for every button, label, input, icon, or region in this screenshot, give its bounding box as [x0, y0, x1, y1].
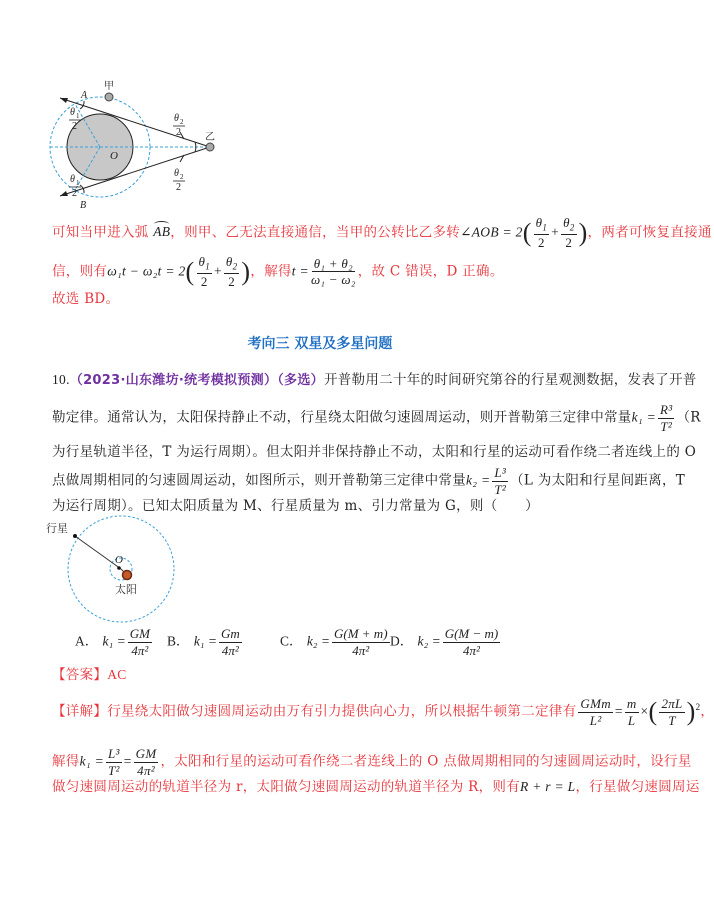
solution-line-2 [52, 255, 504, 289]
fraction-numerator: GM [135, 746, 157, 761]
k1-symbol: k₁ = [79, 753, 104, 769]
option-denominator: 4π² [131, 642, 149, 658]
t-numerator: θ₁ + θ₂ [313, 255, 353, 271]
fraction-numerator: 2πL [661, 696, 683, 711]
paren-close: ) [686, 697, 696, 727]
option-lhs: k₁ = [193, 633, 217, 649]
equals-sign: = [614, 703, 623, 719]
center-O-label: O [115, 554, 123, 566]
theta2-label-lower [173, 168, 185, 193]
option-denominator: 4π² [463, 642, 480, 658]
label-yi: 乙 [205, 132, 215, 143]
svg-text:1: 1 [76, 112, 80, 120]
question-text: 勒定律。通常认为，太阳保持静止不动，行星绕太阳做匀速圆周运动，则开普勒第三定律中常量 [52, 409, 632, 426]
option-fraction [443, 627, 501, 657]
fraction-denominator: L [627, 712, 636, 728]
option-numerator: GM [129, 626, 150, 641]
k1-numerator: R³ [659, 402, 673, 417]
k1-denominator: T² [660, 418, 673, 434]
theta2-half: $\frac{\theta_2}{2}$ [225, 254, 238, 290]
option-numerator: Gm [220, 626, 240, 641]
times-sign: × [640, 703, 649, 719]
question-source: （2023·山东潍坊·统考模拟预测）（多选） [69, 373, 324, 388]
label-A: A [81, 90, 88, 101]
solution-text: 信，则有 [52, 263, 108, 280]
option-letter: D． [390, 633, 414, 649]
svg-text:θ: θ [70, 174, 75, 185]
option-denominator: 4π² [221, 642, 239, 658]
arc-AB: AB [153, 224, 171, 240]
question-text: （R [676, 409, 701, 426]
planet-label: 行星 [46, 522, 68, 535]
solution-text: ，两者可恢复直接通 [587, 224, 712, 241]
k2-symbol: k₂ = [466, 472, 491, 488]
fraction-denominator: T² [107, 762, 120, 778]
explanation-text: ， [700, 703, 714, 720]
theta1-label-lower [69, 174, 81, 199]
answer-value: AC [107, 667, 127, 682]
paren-close: ) [241, 256, 251, 286]
explanation-text: 解得 [52, 753, 80, 770]
theta2-label-upper [173, 113, 185, 138]
t-fraction [311, 257, 356, 287]
svg-text:2: 2 [176, 182, 181, 193]
k1-symbol: k₁ = [631, 409, 656, 425]
plus-sign: + [551, 224, 560, 240]
theta2-half: $\frac{\theta_2}{2}$ [563, 215, 575, 251]
binary-orbit-diagram [45, 512, 185, 624]
explanation-text: 行星绕太阳做匀速圆周运动由万有引力提供向心力，所以根据牛顿第二定律有 [107, 703, 577, 720]
plus-sign: + [214, 263, 222, 279]
option-fraction [128, 627, 152, 657]
option-A[interactable] [75, 627, 154, 657]
explanation-line-3 [52, 775, 700, 795]
svg-text:2: 2 [180, 118, 184, 126]
fraction-denominator: 4π² [137, 762, 155, 778]
angle-AOB: ∠AOB = 2 [460, 224, 523, 240]
exponent: 2 [695, 702, 701, 713]
svg-text:2: 2 [180, 173, 184, 181]
fraction-numerator: GMm [580, 696, 611, 711]
theta1-half: $\frac{\theta_1}{2}$ [198, 254, 210, 290]
option-letter: A． [75, 633, 99, 649]
question-text: 开普勒用二十年的时间研究第谷的行星观测数据，发表了开普 [323, 372, 697, 388]
sun-label: 太阳 [115, 583, 137, 596]
option-B[interactable] [167, 627, 244, 657]
option-fraction [219, 627, 242, 657]
explanation-line-2: 解得k₁ = $\frac{\text{L³}}{\text{T²}}$ = $\frac{GM}{\text{4π²}}$ ，太阳和行星的运动可看作绕二者连线上的 O 点做周期相同的匀速圆周运动时，设行星 [52, 746, 692, 778]
gravity-fraction [578, 697, 613, 727]
t-denominator: ω₁ − ω₂ [310, 272, 356, 288]
option-letter: C． [280, 633, 303, 649]
solution-text: 可知当甲进入弧 [52, 224, 149, 241]
question-number: 10. [52, 372, 70, 387]
omega-equation: ω₁t − ω₂t = 2 [107, 263, 186, 279]
satellite-jia [105, 93, 113, 101]
theta1-half: $\frac{\theta_1}{2}$ [535, 215, 548, 251]
question-text: （L 为太阳和行星间距离，T [510, 472, 686, 489]
answer-label: 【答案】 [52, 667, 108, 683]
center-O-dot [117, 566, 121, 570]
option-letter: B． [167, 633, 190, 649]
answer-line [52, 663, 127, 683]
solution-text: ，则甲、乙无法直接通信，当甲的公转比乙多转 [170, 224, 461, 241]
solution-line-3: 故选 BD。 [52, 291, 120, 307]
explanation-line-1 [52, 697, 714, 727]
question-text: 点做周期相同的匀速圆周运动，如图所示，则开普勒第三定律中常量 [52, 472, 466, 489]
paren-open: ( [522, 217, 532, 247]
section-title: 考向三 双星及多星问题 [247, 336, 393, 352]
k2-denominator: T² [494, 481, 507, 497]
satellite-yi [206, 143, 214, 151]
svg-text:θ: θ [174, 168, 179, 179]
explanation-text: 做匀速圆周运动的轨道半径为 r，太阳做匀速圆周运动的轨道半径为 R，则有 [52, 779, 520, 795]
radius-sum-equation: R + r = L [520, 779, 576, 794]
k2-fraction [492, 466, 508, 496]
option-fraction [332, 627, 390, 657]
explanation-label: 【详解】 [52, 703, 108, 720]
label-O: O [110, 150, 118, 162]
question-line-2 [52, 403, 701, 433]
svg-text:2: 2 [176, 127, 181, 138]
t-equals: t = [291, 263, 309, 279]
arrow-head-upper [60, 98, 68, 103]
option-numerator: G(M + m) [333, 626, 388, 641]
k2-numerator: L³ [494, 465, 507, 480]
svg-text:2: 2 [72, 121, 77, 132]
solution-text: ，解得 [250, 263, 292, 280]
option-C[interactable] [280, 627, 392, 657]
fraction-numerator: L³ [107, 746, 120, 761]
question-line-4 [52, 466, 685, 496]
k1-fraction [658, 403, 674, 433]
label-B: B [80, 200, 87, 211]
planet-dot [73, 534, 77, 538]
gm-fraction [134, 747, 159, 777]
svg-text:1: 1 [76, 179, 80, 187]
option-lhs: k₂ = [417, 633, 441, 649]
question-line-3: 为行星轨道半径，T 为运行周期）。但太阳并非保持静止不动，太阳和行星的运动可看作绕二者连线上的 O [52, 444, 697, 460]
option-numerator: G(M − m) [444, 626, 499, 641]
option-denominator: 4π² [352, 642, 370, 658]
solution-text: ，故 C 错误，D 正确。 [357, 263, 504, 280]
explanation-text: ，太阳和行星的运动可看作绕二者连线上的 O 点做周期相同的匀速圆周运动时，设行星 [160, 753, 692, 770]
paren-close: ) [578, 217, 588, 247]
svg-text:θ: θ [174, 113, 179, 124]
label-jia: 甲 [104, 81, 114, 92]
fraction-denominator: T [668, 712, 676, 728]
question-line-5: 为运行周期）。已知太阳质量为 M、行星质量为 m、引力常量为 G，则（ ） [52, 498, 539, 514]
fraction-numerator: m [626, 696, 637, 711]
sun-icon [123, 571, 132, 580]
fraction-denominator: L² [589, 712, 602, 728]
option-D[interactable] [390, 627, 502, 657]
orbit-diagram [50, 78, 230, 213]
mass-over-L-fraction [625, 697, 639, 727]
explanation-text: ，行星做匀速圆周运 [575, 779, 700, 795]
option-lhs: k₁ = [102, 633, 126, 649]
svg-text:2: 2 [72, 188, 77, 199]
question-line-1 [52, 368, 697, 388]
solution-line-1 [52, 216, 712, 250]
option-lhs: k₂ = [306, 633, 330, 649]
svg-text:θ: θ [70, 107, 75, 118]
paren-open: ( [185, 256, 195, 286]
k1-fraction [106, 747, 122, 777]
arrow-head-lower [60, 191, 68, 196]
angular-fraction [659, 697, 684, 727]
paren-open: ( [648, 697, 658, 727]
